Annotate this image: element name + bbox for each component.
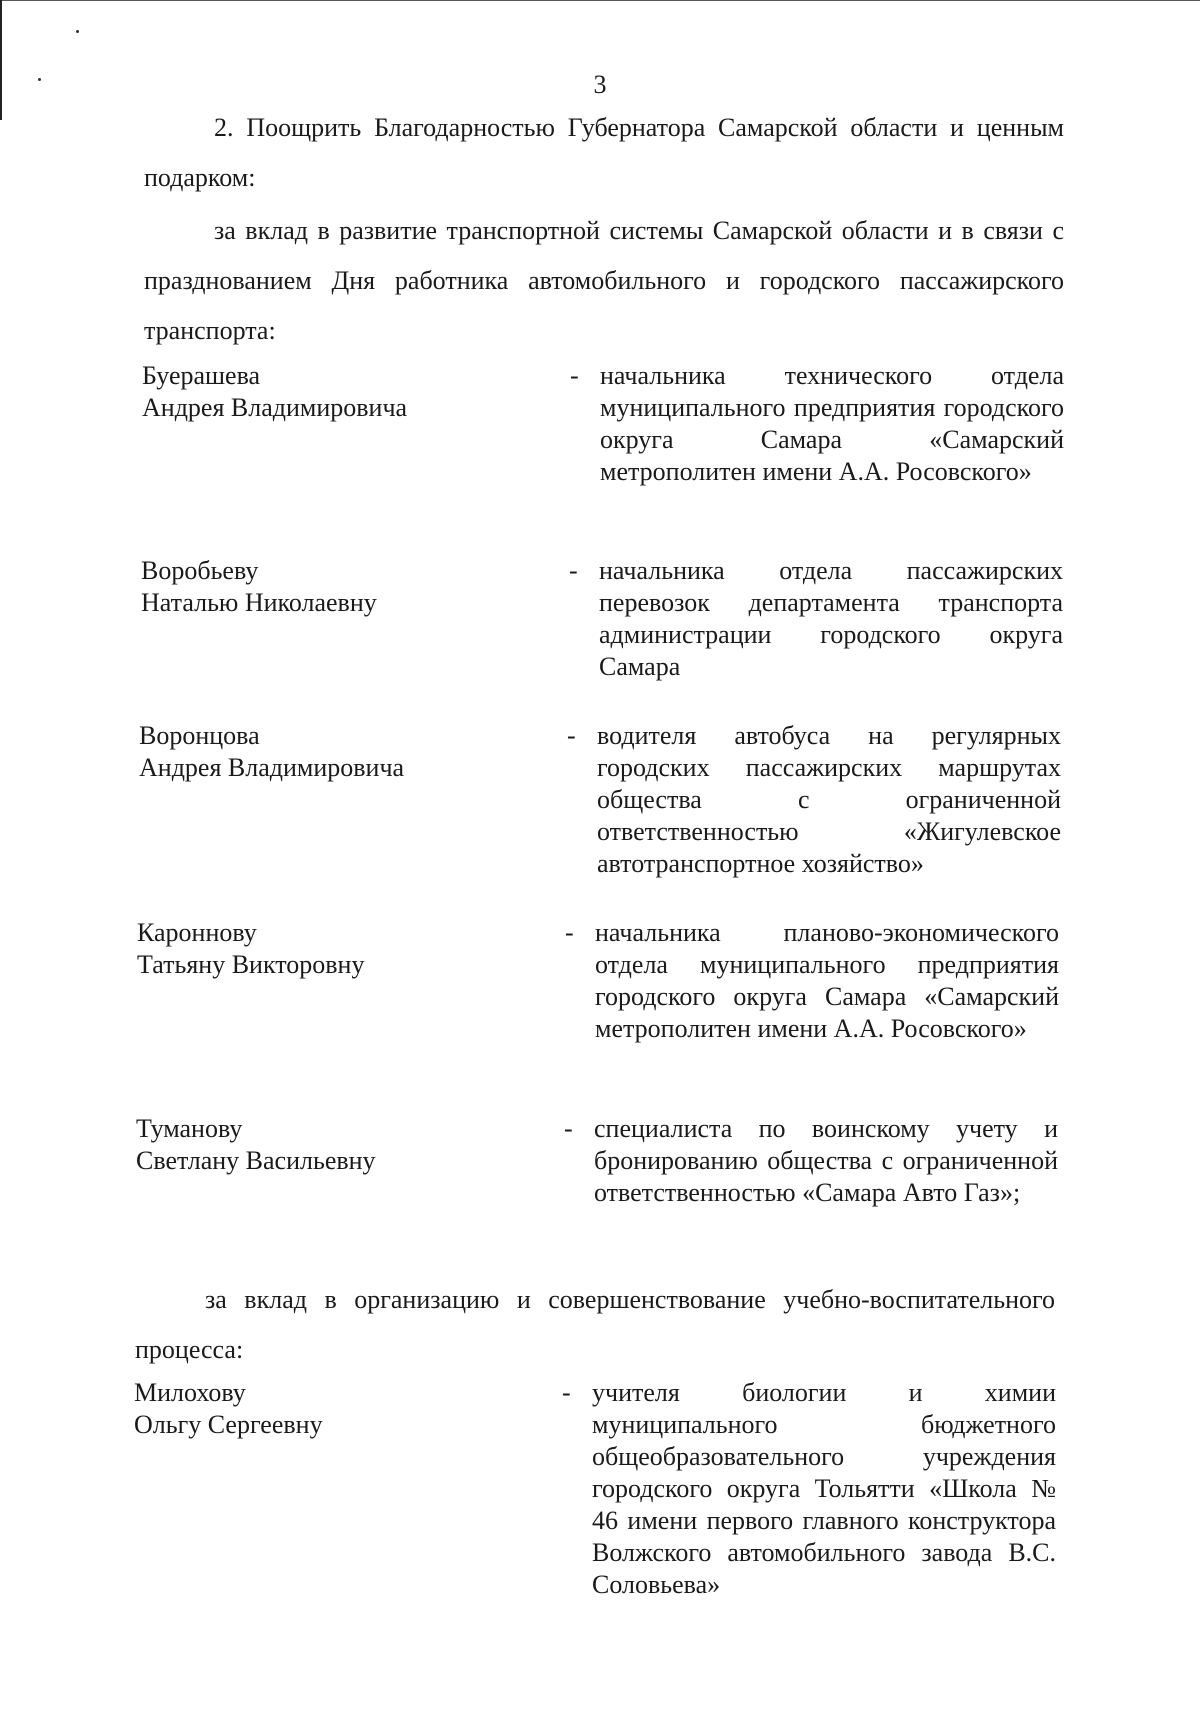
- entry-dash: -: [565, 918, 574, 947]
- recipient-surname: Кароннову: [137, 918, 257, 947]
- intro-text: 2. Поощрить Благодарностью Губернатора Самарской области и ценным подарком:: [144, 113, 1064, 192]
- recipient-surname: Воронцова: [139, 721, 260, 750]
- recipient-position: водителя автобуса на регулярных городских пассажирских маршрутах общества с ограниченной ответственностью «Жигулевское автотранспортное хозяйство»: [597, 721, 1061, 878]
- recipient-surname: Милохову: [134, 1378, 246, 1407]
- section1-text: за вклад в развитие транспортной системы Самарской области и в связи с празднованием Дня работника автомобильного и городского пассажирского транспорта:: [144, 216, 1064, 345]
- recipient-position: начальника технического отдела муниципального предприятия городского округа Самара «Самарский метрополитен имени А.А. Росовского»: [600, 361, 1064, 486]
- entry-dash: -: [564, 1114, 573, 1143]
- recipient-surname: Туманову: [136, 1114, 243, 1143]
- entry-dash: -: [567, 721, 576, 750]
- scan-speck: [76, 30, 79, 33]
- recipient-position: учителя биологии и химии муниципального бюджетного общеобразовательного учреждения городского округа Тольятти «Школа № 46 имени первого главного конструктора Волжского автомобильного завода В.С. Соловьева»: [592, 1378, 1056, 1599]
- entry-dash: -: [570, 361, 579, 390]
- section2-paragraph: [135, 1275, 1055, 1375]
- recipient-given-names: Наталью Николаевну: [141, 588, 377, 617]
- recipient-name: [142, 360, 522, 424]
- scan-edge-left: [0, 0, 2, 120]
- recipient-surname: Буерашева: [142, 361, 261, 390]
- award-entry: [139, 720, 1099, 890]
- recipient-position: специалиста по воинскому учету и бронированию общества с ограниченной ответственностью «Самара Авто Газ»;: [594, 1114, 1058, 1207]
- recipient-name: [141, 555, 521, 619]
- award-entry: [136, 1113, 1096, 1253]
- recipient-name: [139, 720, 519, 784]
- section1-paragraph: [144, 206, 1064, 356]
- section2-text: за вклад в организацию и совершенствование учебно-воспитательного процесса:: [135, 1285, 1055, 1364]
- recipient-given-names: Светлану Васильевну: [136, 1146, 376, 1175]
- recipient-position: начальника планово-экономического отдела муниципального предприятия городского округа Самара «Самарский метрополитен имени А.А. Росовского»: [595, 918, 1059, 1043]
- recipient-given-names: Андрея Владимировича: [139, 753, 405, 782]
- recipient-position: начальника отдела пассажирских перевозок департамента транспорта администрации городского округа Самара: [599, 556, 1063, 681]
- recipient-given-names: Татьяну Викторовну: [137, 950, 365, 979]
- recipient-surname: Воробьеву: [141, 556, 259, 585]
- recipient-given-names: Андрея Владимировича: [142, 393, 408, 422]
- page-number: 3: [593, 70, 607, 99]
- recipient-given-names: Ольгу Сергеевну: [134, 1410, 323, 1439]
- entry-dash: -: [569, 556, 578, 585]
- recipient-name: [136, 1113, 516, 1177]
- award-entry: [142, 360, 1102, 530]
- entry-dash: -: [562, 1378, 571, 1407]
- recipient-name: [137, 917, 517, 981]
- scan-edge-top: [0, 0, 1200, 1]
- award-entry: [141, 555, 1101, 695]
- award-entry: [137, 917, 1097, 1087]
- intro-paragraph: [144, 103, 1064, 203]
- recipient-name: [134, 1377, 514, 1441]
- award-entry: [134, 1377, 1094, 1617]
